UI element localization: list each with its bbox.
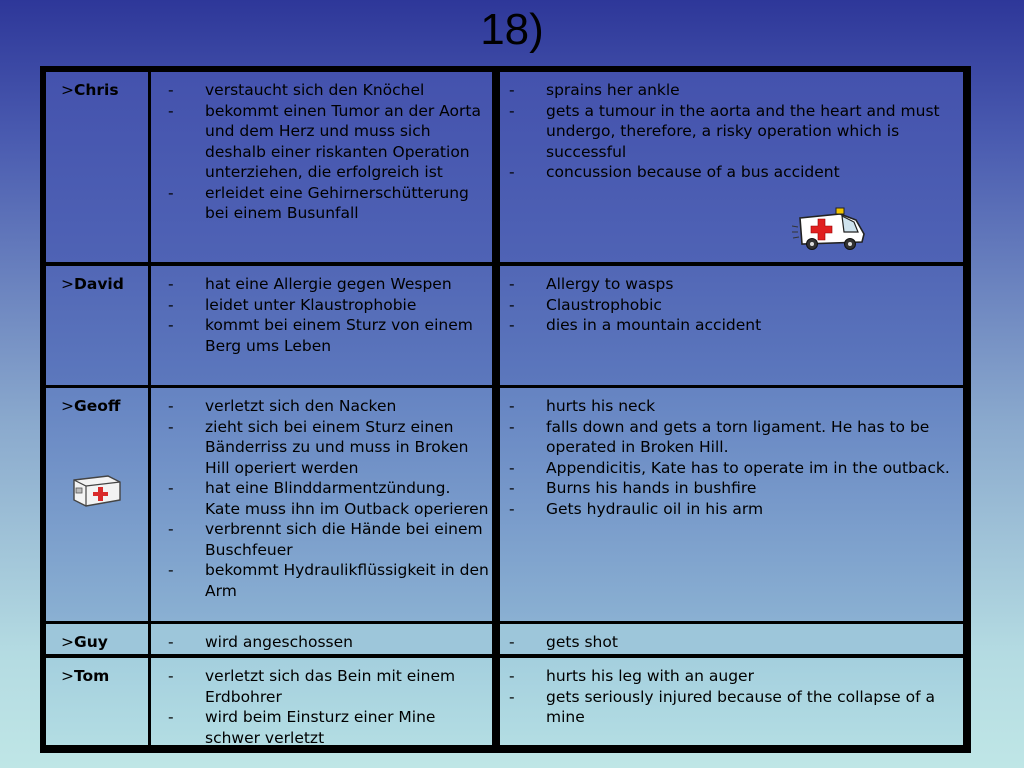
- row-prefix: >: [61, 633, 74, 651]
- first-aid-kit-icon: [70, 470, 124, 510]
- list-item: - Gets hydraulic oil in his arm: [506, 499, 958, 520]
- list-item: - zieht sich bei einem Sturz einen Bänderriss zu und muss in Broken Hill operiert werden: [165, 417, 490, 479]
- person-name: Guy: [74, 633, 108, 651]
- table-row-david-name: [46, 266, 148, 385]
- list-item: - verletzt sich den Nacken: [165, 396, 490, 417]
- list-item: - bekommt einen Tumor an der Aorta und dem Herz und muss sich deshalb einer riskanten Operation unterziehen, die erfolgreich ist: [165, 101, 490, 183]
- list-item: - erleidet eine Gehirnerschütterung bei einem Busunfall: [165, 183, 490, 224]
- list-item: - kommt bei einem Sturz von einem Berg ums Leben: [165, 315, 490, 356]
- list-item: - Claustrophobic: [506, 295, 958, 316]
- list-item: - hat eine Blinddarmentzündung. Kate muss ihn im Outback operieren: [165, 478, 490, 519]
- list-item: - gets a tumour in the aorta and the heart and must undergo, therefore, a risky operation which is successful: [506, 101, 958, 163]
- person-name: Tom: [74, 667, 110, 685]
- table-row-david-de: [151, 266, 492, 385]
- slide-title: 18): [480, 5, 544, 54]
- list-item: - leidet unter Klaustrophobie: [165, 295, 490, 316]
- list-item: - concussion because of a bus accident: [506, 162, 958, 183]
- list-item: - Appendicitis, Kate has to operate im in the outback.: [506, 458, 958, 479]
- injury-table: [40, 66, 971, 753]
- table-row-guy-en: [500, 624, 963, 654]
- table-row-david-en: [500, 266, 963, 385]
- list-item: - wird angeschossen: [165, 632, 490, 653]
- list-item: - hurts his neck: [506, 396, 958, 417]
- table-row-chris-en: [500, 72, 963, 262]
- table-row-tom-en: [500, 658, 963, 745]
- table-row-chris-de: [151, 72, 492, 262]
- list-item: - falls down and gets a torn ligament. He has to be operated in Broken Hill.: [506, 417, 958, 458]
- list-item: - Burns his hands in bushfire: [506, 478, 958, 499]
- list-item: - gets shot: [506, 632, 958, 653]
- list-item: - gets seriously injured because of the collapse of a mine: [506, 687, 958, 728]
- list-item: - verletzt sich das Bein mit einem Erdbohrer: [165, 666, 490, 707]
- table-row-geoff-de: [151, 388, 492, 621]
- table-row-geoff-en: [500, 388, 963, 621]
- table-row-guy-name: [46, 624, 148, 654]
- list-item: - hat eine Allergie gegen Wespen: [165, 274, 490, 295]
- table-row-chris-name: [46, 72, 148, 262]
- list-item: - verbrennt sich die Hände bei einem Buschfeuer: [165, 519, 490, 560]
- list-item: - wird beim Einsturz einer Mine schwer verletzt: [165, 707, 490, 748]
- person-name: David: [74, 275, 124, 293]
- ambulance-icon: [792, 200, 870, 252]
- row-prefix: >: [61, 397, 74, 415]
- list-item: - dies in a mountain accident: [506, 315, 958, 336]
- table-row-geoff-name: [46, 388, 148, 621]
- list-item: - verstaucht sich den Knöchel: [165, 80, 490, 101]
- table-row-tom-name: [46, 658, 148, 745]
- person-name: Geoff: [74, 397, 121, 415]
- list-item: - hurts his leg with an auger: [506, 666, 958, 687]
- table-row-guy-de: [151, 624, 492, 654]
- person-name: Chris: [74, 81, 119, 99]
- list-item: - Allergy to wasps: [506, 274, 958, 295]
- row-prefix: >: [61, 275, 74, 293]
- row-prefix: >: [61, 667, 74, 685]
- row-prefix: >: [61, 81, 74, 99]
- table-row-tom-de: [151, 658, 492, 745]
- list-item: - sprains her ankle: [506, 80, 958, 101]
- list-item: - bekommt Hydraulikflüssigkeit in den Arm: [165, 560, 490, 601]
